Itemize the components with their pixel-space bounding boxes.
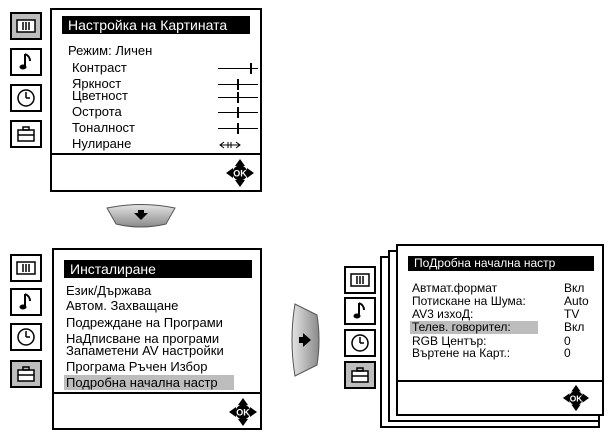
ok-button-icon[interactable] — [225, 158, 255, 188]
menu-item-detailed-setup[interactable]: Подробна начална настр — [64, 375, 234, 390]
mode-value: Личен — [115, 43, 153, 58]
toolbox-icon — [350, 366, 370, 384]
picture-menu-divider — [52, 153, 260, 155]
tab-sound[interactable] — [10, 288, 42, 316]
menu-item-tint[interactable]: Тоналност — [72, 120, 136, 135]
down-arrow-icon — [104, 203, 178, 229]
music-note-icon — [352, 301, 368, 321]
menu-item-brightness[interactable]: Яркност — [72, 76, 122, 91]
reset-arrows-icon — [218, 141, 242, 149]
mode-label-text: Режим: — [68, 43, 112, 58]
install-menu-panel — [52, 248, 262, 430]
detail-row-label[interactable]: Автмат.формат — [412, 281, 498, 295]
tint-slider[interactable] — [218, 123, 258, 133]
menu-item-language-country[interactable]: Език/Държава — [66, 283, 152, 298]
tab-install[interactable] — [10, 360, 42, 388]
tab-picture[interactable] — [10, 12, 42, 40]
contrast-slider[interactable] — [218, 63, 258, 73]
clock-icon — [350, 333, 370, 353]
picture-icon — [350, 273, 370, 287]
color-slider[interactable] — [218, 92, 258, 102]
install-menu-divider — [54, 392, 260, 394]
ok-label: OK — [233, 168, 247, 179]
menu-item-color[interactable]: Цветност — [72, 88, 128, 103]
detail-row-value: TV — [564, 307, 580, 321]
right-arrow-icon — [291, 301, 321, 379]
detail-row-label[interactable]: AV3 изхоД: — [412, 307, 474, 321]
menu-item-auto-store[interactable]: Автом. Захващане — [66, 298, 179, 313]
ok-label: OK — [569, 393, 583, 404]
picture-icon — [16, 261, 36, 275]
install-menu-title: Инсталиране — [64, 260, 252, 278]
detail-row-label[interactable]: Въртене на Карт.: — [412, 346, 511, 360]
picture-menu-title: Настройка на Картината — [62, 16, 250, 34]
detail-row-value: Вкл — [564, 281, 585, 295]
menu-item-sharpness[interactable]: Острота — [72, 104, 122, 119]
tab-install[interactable] — [344, 361, 376, 389]
detail-row-value: 0 — [564, 346, 571, 360]
detail-menu-title: ПоДробна начална настр — [408, 256, 594, 271]
detail-menu-panel — [396, 244, 604, 416]
tab-sound[interactable] — [10, 48, 42, 76]
detail-row-label[interactable]: Потискане на Шума: — [412, 294, 526, 308]
menu-item-reset[interactable]: Нулиране — [72, 136, 132, 151]
detail-row-label[interactable]: RGB Център: — [412, 334, 487, 348]
detail-row-label[interactable]: Телев. говорител: — [412, 320, 511, 334]
menu-item-contrast[interactable]: Контраст — [72, 60, 127, 75]
sharpness-slider[interactable] — [218, 107, 258, 117]
tab-picture[interactable] — [344, 266, 376, 294]
detail-row-value: Auto — [564, 294, 589, 308]
ok-button-icon[interactable] — [228, 397, 258, 427]
detail-menu-divider — [398, 380, 602, 382]
toolbox-icon — [16, 125, 36, 143]
detail-row-value: Вкл — [564, 320, 585, 334]
menu-item-name-programs[interactable]: НаДписване на програми — [66, 331, 220, 346]
ok-button-icon[interactable] — [562, 384, 590, 412]
tab-timer[interactable] — [10, 84, 42, 112]
clock-icon — [16, 88, 36, 108]
picture-menu-panel — [50, 8, 262, 192]
menu-item-stored-av-settings[interactable]: Запаметени AV настройки — [66, 343, 224, 358]
tab-install[interactable] — [10, 120, 42, 148]
picture-icon — [16, 19, 36, 33]
brightness-slider[interactable] — [218, 79, 258, 89]
tab-timer[interactable] — [10, 323, 42, 351]
tab-sound[interactable] — [344, 297, 376, 325]
tab-picture[interactable] — [10, 254, 42, 282]
menu-item-sort-programs[interactable]: Подреждане на Програми — [66, 315, 223, 330]
menu-item-manual-program[interactable]: Програма Ръчен Избор — [66, 359, 208, 374]
music-note-icon — [18, 52, 34, 72]
clock-icon — [16, 327, 36, 347]
detail-row-value: 0 — [564, 334, 571, 348]
mode-label — [68, 43, 152, 58]
ok-label: OK — [236, 407, 250, 418]
toolbox-icon — [16, 365, 36, 383]
tab-timer[interactable] — [344, 329, 376, 357]
music-note-icon — [18, 292, 34, 312]
